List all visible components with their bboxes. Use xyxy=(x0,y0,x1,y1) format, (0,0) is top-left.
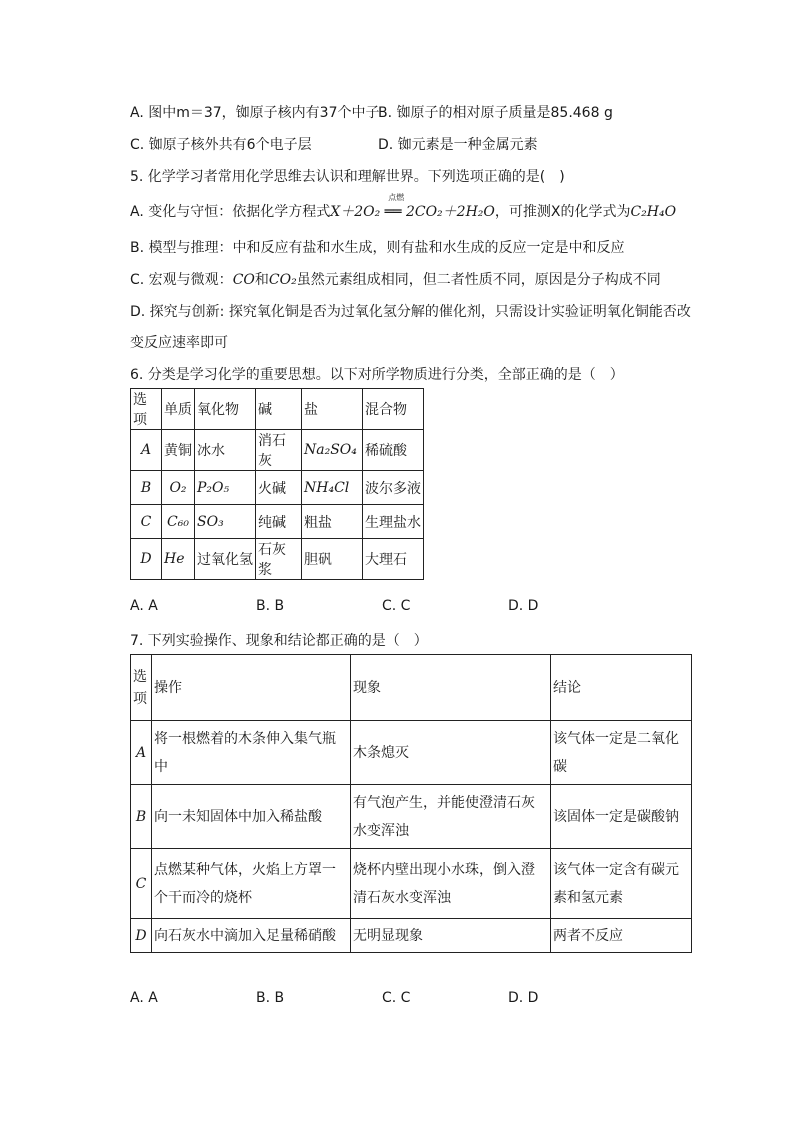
table-cell: 冰水 xyxy=(195,430,256,471)
table-cell: 过氧化氢 xyxy=(195,539,256,580)
q5-c-and: 和 xyxy=(254,272,269,288)
table-cell: Na₂SO₄ xyxy=(302,430,363,471)
table-cell: 该气体一定是二氧化碳 xyxy=(551,721,692,785)
q5-option-c-prefix: C. 宏观与微观： xyxy=(130,272,233,288)
table-cell: 纯碱 xyxy=(256,505,302,539)
table-cell: 点燃某种气体，火焰上方罩一个干而冷的烧杯 xyxy=(152,849,351,919)
table-cell: C₆₀ xyxy=(162,505,195,539)
q4-option-b: B. 铷原子的相对原子质量是85.468 g xyxy=(378,105,613,121)
table-cell: NH₄Cl xyxy=(302,471,363,505)
table-cell: 无明显现象 xyxy=(351,919,551,953)
q5-stem: 5. 化学学习者常用化学思维去认识和理解世界。下列选项正确的是( ) xyxy=(130,169,565,185)
q4-option-d: D. 铷元素是一种金属元素 xyxy=(378,137,538,153)
table-cell: P₂O₅ xyxy=(195,471,256,505)
header-cell: 操作 xyxy=(152,655,351,721)
q7-table xyxy=(130,654,692,953)
table-cell: 两者不反应 xyxy=(551,919,692,953)
header-cell: 结论 xyxy=(551,655,692,721)
table-row xyxy=(131,785,692,849)
table-cell: 黄铜 xyxy=(162,430,195,471)
table-cell: A xyxy=(131,430,162,471)
header-cell: 碱 xyxy=(256,389,302,430)
q5-formula: C₂H₄O xyxy=(630,204,677,220)
table-cell: 胆矾 xyxy=(302,539,363,580)
table-cell: 波尔多液 xyxy=(363,471,424,505)
q6-option-b: B. B xyxy=(256,598,285,614)
table-cell: 稀硫酸 xyxy=(363,430,424,471)
q6-option-c: C. C xyxy=(382,598,411,614)
table-cell: 有气泡产生，并能使澄清石灰水变浑浊 xyxy=(351,785,551,849)
q4-option-a: A. 图中m＝37，铷原子核内有37个中子 xyxy=(130,105,380,121)
table-row xyxy=(131,539,424,580)
q6-table xyxy=(130,388,424,580)
table-cell: C xyxy=(131,849,152,919)
q6-option-a: A. A xyxy=(130,598,158,614)
table-cell: 大理石 xyxy=(363,539,424,580)
table-cell: A xyxy=(131,721,152,785)
q5-option-b: B. 模型与推理：中和反应有盐和水生成，则有盐和水生成的反应一定是中和反应 xyxy=(130,240,625,256)
table-cell: 向石灰水中滴加入足量稀硝酸 xyxy=(152,919,351,953)
q4-option-c: C. 铷原子核外共有6个电子层 xyxy=(130,137,312,153)
table-cell: 消石灰 xyxy=(256,430,302,471)
table-cell: 向一未知固体中加入稀盐酸 xyxy=(152,785,351,849)
table-header-row xyxy=(131,655,692,721)
q5-co: CO xyxy=(232,272,255,288)
table-cell: 生理盐水 xyxy=(363,505,424,539)
q7-option-b: B. B xyxy=(256,990,285,1006)
header-cell: 选项 xyxy=(131,389,162,430)
table-row xyxy=(131,721,692,785)
table-cell: 石灰浆 xyxy=(256,539,302,580)
table-cell: SO₃ xyxy=(195,505,256,539)
table-cell: 烧杯内壁出现小水珠，倒入澄清石灰水变浑浊 xyxy=(351,849,551,919)
q7-option-d: D. D xyxy=(508,990,539,1006)
q6-option-d: D. D xyxy=(508,598,539,614)
q5-option-a-prefix: A. 变化与守恒：依据化学方程式 xyxy=(130,204,331,220)
table-row xyxy=(131,849,692,919)
table-row xyxy=(131,430,424,471)
table-row xyxy=(131,505,424,539)
table-cell: 将一根燃着的木条伸入集气瓶中 xyxy=(152,721,351,785)
header-cell: 选项 xyxy=(131,655,152,721)
q5-option-d-line1: D. 探究与创新: 探究氧化铜是否为过氧化氢分解的催化剂，只需设计实验证明氧化铜能否改 xyxy=(130,304,691,320)
q5-option-a-suffix: ，可推测X的化学式为 xyxy=(494,204,631,220)
table-cell: He xyxy=(162,539,195,580)
table-cell: 该固体一定是碳酸钠 xyxy=(551,785,692,849)
table-cell: 粗盐 xyxy=(302,505,363,539)
table-cell: B xyxy=(131,785,152,849)
table-cell: D xyxy=(131,539,162,580)
table-row xyxy=(131,919,692,953)
q5-option-c-suffix: 虽然元素组成相同，但二者性质不同，原因是分子构成不同 xyxy=(296,272,661,288)
table-cell: 该气体一定含有碳元素和氢元素 xyxy=(551,849,692,919)
table-row xyxy=(131,471,424,505)
header-cell: 现象 xyxy=(351,655,551,721)
header-cell: 盐 xyxy=(302,389,363,430)
q5-co2: CO₂ xyxy=(268,272,297,288)
q5-equation-text: X＋2O₂ ══ 2CO₂＋2H₂O xyxy=(330,204,495,220)
q5-option-d-line2: 变反应速率即可 xyxy=(130,335,228,351)
table-cell: D xyxy=(131,919,152,953)
q5-equation xyxy=(330,193,495,220)
q6-stem: 6. 分类是学习化学的重要思想。以下对所学物质进行分类，全部正确的是（ ） xyxy=(130,367,624,383)
q5-reaction-condition: 点燃 xyxy=(388,193,405,202)
header-cell: 氧化物 xyxy=(195,389,256,430)
q5-option-a xyxy=(130,193,677,221)
q7-option-a: A. A xyxy=(130,990,158,1006)
table-cell: 木条熄灭 xyxy=(351,721,551,785)
q7-option-c: C. C xyxy=(382,990,411,1006)
q5-option-c xyxy=(130,269,661,289)
table-cell: C xyxy=(131,505,162,539)
table-cell: B xyxy=(131,471,162,505)
table-header-row xyxy=(131,389,424,430)
table-cell: O₂ xyxy=(162,471,195,505)
header-cell: 单质 xyxy=(162,389,195,430)
q7-stem: 7. 下列实验操作、现象和结论都正确的是（ ） xyxy=(130,633,428,649)
table-cell: 火碱 xyxy=(256,471,302,505)
header-cell: 混合物 xyxy=(363,389,424,430)
